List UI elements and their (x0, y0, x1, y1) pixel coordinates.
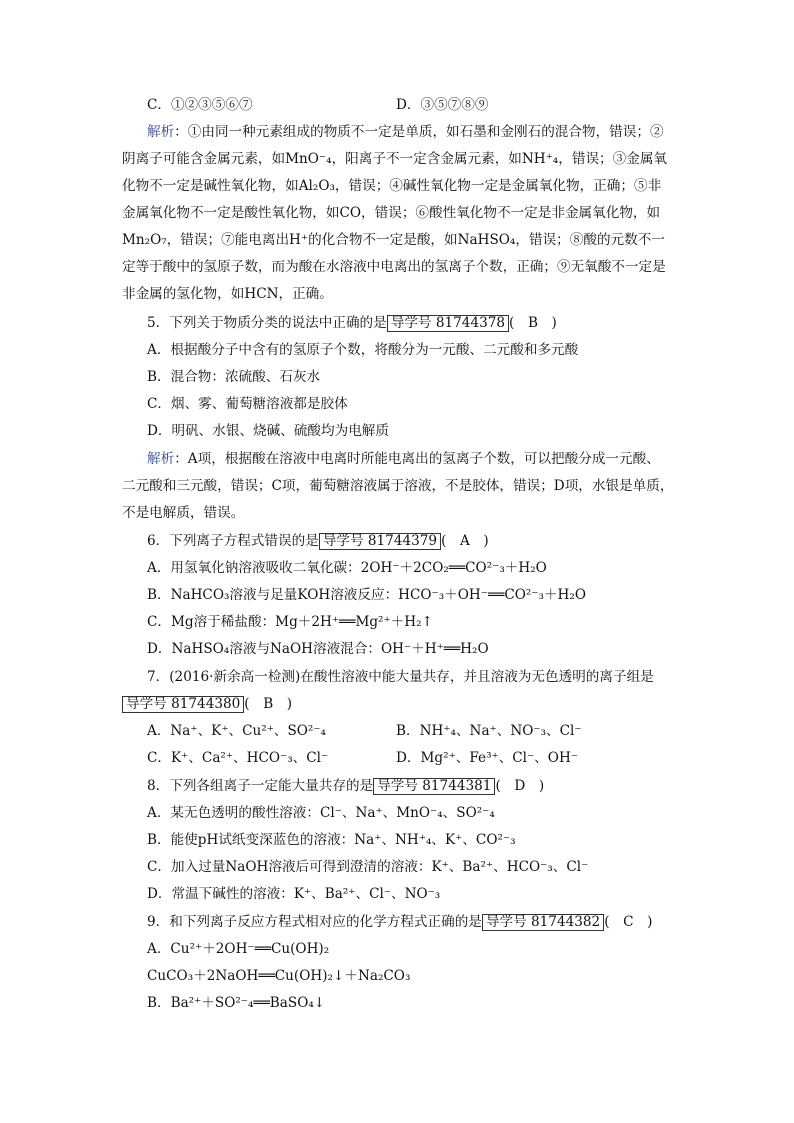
guide-code-box[interactable]: 导学号 81744380 (122, 696, 244, 713)
option-c-line: C．①②③⑤⑥⑦ (147, 97, 253, 113)
option-d: D．常温下碱性的溶液：K⁺、Ba²⁺、Cl⁻、NO⁻₃ (147, 886, 441, 902)
answer: ( C ) (604, 914, 653, 930)
option-a: A．某无色透明的酸性溶液：Cl⁻、Na⁺、MnO⁻₄、SO²⁻₄ (147, 805, 495, 821)
answer: ( A ) (441, 533, 489, 549)
answer: ( B ) (509, 315, 557, 331)
guide-code-box[interactable]: 导学号 81744381 (373, 778, 495, 795)
answer: ( B ) (244, 696, 293, 712)
option-b: B．Ba²⁺＋SO²⁻₄══BaSO₄↓ (147, 995, 326, 1011)
question-5: 5．下列关于物质分类的说法中正确的是 导学号 81744378 ( B ) (147, 315, 557, 331)
guide-code-box[interactable]: 导学号 81744378 (387, 315, 509, 332)
option-b: B．混合物：浓硫酸、石灰水 (147, 369, 321, 385)
option-d: D．明矾、水银、烧碱、硫酸均为电解质 (147, 423, 389, 439)
answer: ( D ) (495, 778, 545, 794)
option-b: B．NaHCO₃溶液与足量KOH溶液反应：HCO⁻₃＋OH⁻══CO²⁻₃＋H₂O (147, 587, 586, 603)
option-c: C．加入过量NaOH溶液后可得到澄清的溶液：K⁺、Ba²⁺、HCO⁻₃、Cl⁻ (147, 859, 589, 875)
guide-code-box[interactable]: 导学号 81744382 (482, 914, 604, 931)
option-b: B．NH⁺₄、Na⁺、NO⁻₃、Cl⁻ (396, 723, 582, 739)
guide-code-box[interactable]: 导学号 81744379 (319, 533, 441, 550)
option-c: C．K⁺、Ca²⁺、HCO⁻₃、Cl⁻ (147, 750, 329, 766)
option-b: B．能使pH试纸变深蓝色的溶液：Na⁺、NH⁺₄、K⁺、CO²⁻₃ (147, 832, 516, 848)
analysis-line: 解析：①由同一种元素组成的物质不一定是单质，如石墨和金刚石的混合物，错误；② (147, 124, 664, 140)
option-a: A．用氢氧化钠溶液吸收二氧化碳：2OH⁻＋2CO₂══CO²⁻₃＋H₂O (147, 560, 547, 576)
question-9: 9．和下列离子反应方程式相对应的化学方程式正确的是 导学号 81744382 ( C ) (147, 914, 653, 930)
option-a: A．根据酸分子中含有的氢原子个数，将酸分为一元酸、二元酸和多元酸 (147, 342, 579, 358)
analysis-line: 阴离子可能含金属元素，如MnO⁻₄，阳离子不一定含金属元素，如NH⁺₄，错误；③金属氧 (122, 151, 668, 167)
option-c: C．烟、雾、葡萄糖溶液都是胶体 (147, 396, 348, 412)
analysis-line: 解析：A项，根据酸在溶液中电离时所能电离出的氢离子个数，可以把酸分成一元酸、 (147, 451, 660, 467)
option-d: D．Mg²⁺、Fe³⁺、Cl⁻、OH⁻ (396, 750, 578, 766)
analysis-line: Mn₂O₇，错误；⑦能电离出H⁺的化合物不一定是酸，如NaHSO₄，错误；⑧酸的元数不一 (122, 232, 665, 248)
analysis-line: 金属氧化物不一定是酸性氧化物，如CO，错误；⑥酸性氧化物不一定是非金属氧化物，如 (122, 205, 661, 221)
analysis-line: 化物不一定是碱性氧化物，如Al₂O₃，错误；④碱性氧化物一定是金属氧化物，正确；⑤非 (122, 178, 662, 194)
option-a-equation: CuCO₃＋2NaOH══Cu(OH)₂↓＋Na₂CO₃ (147, 968, 411, 984)
analysis-label: 解析 (147, 451, 175, 467)
question-7: 7．(2016·新余高一检测)在酸性溶液中能大量共存，并且溶液为无色透明的离子组是 (147, 669, 654, 685)
option-c: C．Mg溶于稀盐酸：Mg＋2H⁺══Mg²⁺＋H₂↑ (147, 614, 433, 630)
analysis-line: 定等于酸中的氢原子数，而为酸在水溶液中电离出的氢离子个数，正确；⑨无氧酸不一定是 (122, 259, 666, 275)
question-7-code (122, 695, 292, 713)
option-d: D．NaHSO₄溶液与NaOH溶液混合：OH⁻＋H⁺══H₂O (147, 641, 489, 657)
question-8: 8．下列各组离子一定能大量共存的是 导学号 81744381 ( D ) (147, 778, 545, 794)
analysis-line: 不是电解质，错误。 (122, 505, 245, 521)
analysis-label: 解析 (147, 124, 175, 140)
question-6: 6．下列离子方程式错误的是 导学号 81744379 ( A ) (147, 533, 489, 549)
analysis-line: 非金属的氢化物，如HCN，正确。 (122, 286, 333, 302)
analysis-line: 二元酸和三元酸，错误；C项，葡萄糖溶液属于溶液，不是胶体，错误；D项，水银是单质， (122, 478, 674, 494)
option-a: A．Cu²⁺＋2OH⁻══Cu(OH)₂ (147, 941, 330, 957)
option-a: A．Na⁺、K⁺、Cu²⁺、SO²⁻₄ (147, 723, 327, 739)
option-d-line: D．③⑤⑦⑧⑨ (396, 97, 489, 113)
